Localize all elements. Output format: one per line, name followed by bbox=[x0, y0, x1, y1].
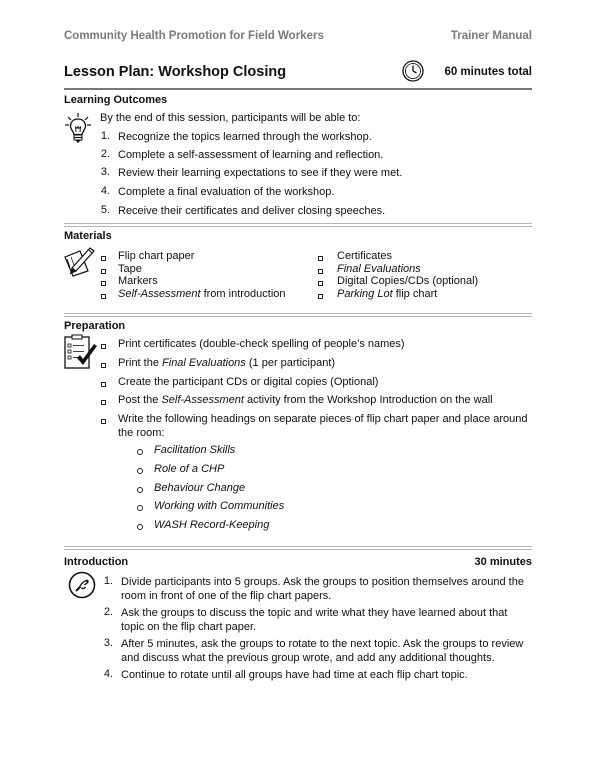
outcome-text: Review their learning expectations to see if they were met. bbox=[118, 167, 403, 179]
preparation-item: Write the following headings on separate pieces of flip chart paper and place around the room: bbox=[118, 413, 528, 439]
preparation-item-text: Post the bbox=[118, 394, 162, 406]
bullet-circle bbox=[137, 505, 143, 511]
material-item: Certificates bbox=[337, 250, 393, 262]
flip-chart-heading: WASH Record-Keeping bbox=[154, 519, 270, 531]
document-header-manual: Trainer Manual bbox=[450, 30, 532, 42]
preparation-heading: Preparation bbox=[64, 320, 126, 332]
outcome-number: 4. bbox=[100, 185, 110, 197]
bullet-square bbox=[101, 256, 106, 261]
bullet-square bbox=[101, 269, 106, 274]
learning-outcomes-heading: Learning Outcomes bbox=[64, 94, 168, 106]
outcome-number: 3. bbox=[100, 166, 110, 178]
bullet-square bbox=[101, 400, 106, 405]
step-text: Divide participants into 5 groups. Ask the groups to position themselves around the room in front of one of the flip chart papers. bbox=[121, 576, 524, 602]
preparation-item-text: Print the bbox=[118, 357, 163, 369]
outcome-number: 5. bbox=[100, 204, 110, 216]
section-divider bbox=[64, 223, 532, 224]
material-item bbox=[118, 287, 286, 301]
preparation-item-italic: Self-Assessment bbox=[161, 394, 244, 406]
materials-heading: Materials bbox=[64, 230, 112, 242]
section-divider bbox=[64, 313, 532, 314]
document-header-title: Community Health Promotion for Field Workers bbox=[64, 30, 324, 42]
flip-chart-heading: Working with Communities bbox=[154, 500, 285, 512]
material-item: Final Evaluations bbox=[337, 263, 421, 275]
material-item-italic: Self-Assessment bbox=[118, 288, 201, 300]
material-item: Markers bbox=[118, 275, 158, 287]
step-number: 1. bbox=[103, 575, 113, 587]
section-divider bbox=[64, 546, 532, 547]
outcome-text: Complete a self-assessment of learning and reflection. bbox=[118, 149, 384, 161]
outcome-text: Receive their certificates and deliver closing speeches. bbox=[118, 205, 386, 217]
lesson-title: Lesson Plan: Workshop Closing bbox=[64, 64, 287, 80]
material-item: Tape bbox=[118, 263, 142, 275]
preparation-item: Print certificates (double-check spelling of people’s names) bbox=[118, 338, 405, 350]
checklist-icon bbox=[63, 334, 99, 375]
preparation-item: Create the participant CDs or digital copies (Optional) bbox=[118, 376, 379, 388]
lightbulb-icon bbox=[64, 112, 92, 151]
title-divider bbox=[64, 88, 532, 90]
introduction-duration: 30 minutes bbox=[474, 556, 532, 568]
bullet-square bbox=[318, 256, 323, 261]
step-text: Ask the groups to discuss the topic and write what they have learned about that topic on the flip chart paper. bbox=[121, 607, 508, 633]
outcome-text: Recognize the topics learned through the workshop. bbox=[118, 131, 372, 143]
preparation-item bbox=[118, 393, 493, 407]
material-item bbox=[337, 287, 437, 301]
material-item-italic: Parking Lot bbox=[337, 288, 393, 300]
bullet-square bbox=[101, 281, 106, 286]
material-item: Digital Copies/CDs (optional) bbox=[337, 275, 479, 287]
pencil-paper-icon bbox=[62, 245, 96, 282]
lesson-duration: 60 minutes total bbox=[444, 66, 532, 78]
preparation-item-italic: Final Evaluations bbox=[162, 357, 246, 369]
clock-icon bbox=[402, 60, 424, 87]
bullet-circle bbox=[137, 468, 143, 474]
flip-chart-heading: Role of a CHP bbox=[154, 463, 225, 475]
bullet-circle bbox=[137, 449, 143, 455]
flip-chart-heading: Facilitation Skills bbox=[154, 444, 236, 456]
material-item-rest: flip chart bbox=[392, 288, 438, 300]
section-divider bbox=[64, 549, 532, 550]
step-number: 2. bbox=[103, 606, 113, 618]
preparation-item bbox=[118, 356, 335, 370]
outcome-number: 1. bbox=[100, 130, 110, 142]
bullet-square bbox=[318, 281, 323, 286]
learning-outcomes-intro: By the end of this session, participants will be able to: bbox=[100, 112, 361, 124]
bullet-circle bbox=[137, 487, 143, 493]
step-text: After 5 minutes, ask the groups to rotate to the next topic. Ask the groups to review and discuss what the previous group wrote, and add any additional thoughts. bbox=[121, 638, 524, 664]
outcome-text: Complete a final evaluation of the workshop. bbox=[118, 186, 335, 198]
introduction-heading: Introduction bbox=[64, 556, 129, 568]
preparation-item-text: (1 per participant) bbox=[245, 357, 336, 369]
bullet-square bbox=[101, 344, 106, 349]
section-divider bbox=[64, 226, 532, 227]
step-text: Continue to rotate until all groups have had time at each flip chart topic. bbox=[121, 669, 468, 681]
bullet-square bbox=[318, 269, 323, 274]
bullet-square bbox=[101, 419, 106, 424]
bullet-square bbox=[318, 294, 323, 299]
step-number: 3. bbox=[103, 637, 113, 649]
step-number: 4. bbox=[103, 668, 113, 680]
bullet-square bbox=[101, 382, 106, 387]
bullet-square bbox=[101, 294, 106, 299]
outcome-number: 2. bbox=[100, 148, 110, 160]
bullet-circle bbox=[137, 524, 143, 530]
hand-pointer-icon bbox=[68, 571, 96, 604]
bullet-square bbox=[101, 363, 106, 368]
section-divider bbox=[64, 316, 532, 317]
preparation-item-text: activity from the Workshop Introduction on the wall bbox=[243, 394, 493, 406]
material-item-rest: from introduction bbox=[200, 288, 286, 300]
material-item: Flip chart paper bbox=[118, 250, 195, 262]
flip-chart-heading: Behaviour Change bbox=[154, 482, 246, 494]
